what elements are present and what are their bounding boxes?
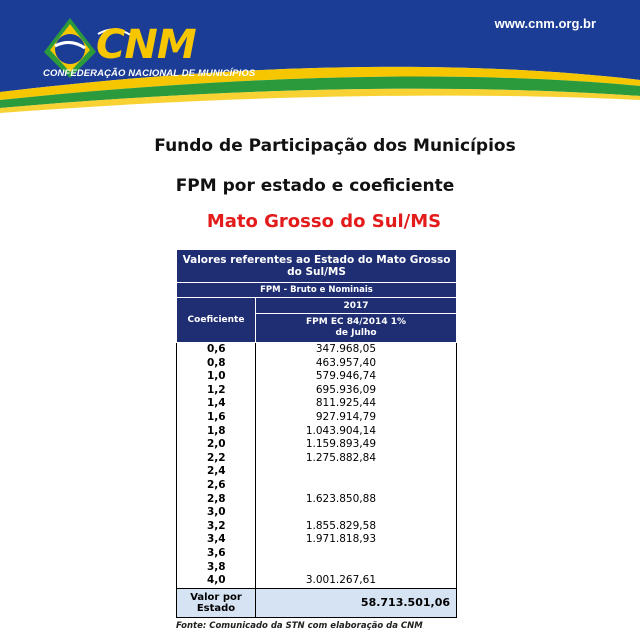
value-cell (256, 561, 457, 575)
logo-subtitle: CONFEDERAÇÃO NACIONAL DE MUNICÍPIOS (43, 68, 256, 79)
total-row (177, 588, 457, 617)
table-row (177, 411, 457, 425)
table-row (177, 547, 457, 561)
coef-cell: 2,0 (177, 438, 256, 452)
coef-cell: 3,6 (177, 547, 256, 561)
value-cell (256, 506, 457, 520)
coef-cell: 4,0 (177, 574, 256, 588)
coef-cell: 3,8 (177, 561, 256, 575)
table-row (177, 343, 457, 357)
value-cell (256, 465, 457, 479)
value-cell: 1.855.829,58 (256, 520, 457, 534)
table-row (177, 384, 457, 398)
column-header-year: 2017 (256, 298, 457, 314)
value-cell: 1.043.904,14 (256, 425, 457, 439)
coef-cell: 2,6 (177, 479, 256, 493)
page-subtitle: FPM por estado e coeficiente (175, 176, 455, 196)
table-row (177, 479, 457, 493)
table-row (177, 506, 457, 520)
coef-cell: 1,0 (177, 370, 256, 384)
table-row (177, 465, 457, 479)
column-header-value (256, 314, 457, 343)
value-cell: 1.971.818,93 (256, 533, 457, 547)
table-header-sub: FPM - Bruto e Nominais (177, 283, 457, 298)
value-cell: 3.001.267,61 (256, 574, 457, 588)
coef-cell: 1,2 (177, 384, 256, 398)
table-row (177, 561, 457, 575)
site-url-link[interactable]: www.cnm.org.br (494, 16, 596, 31)
header-banner (0, 0, 640, 115)
value-cell: 1.159.893,49 (256, 438, 457, 452)
coef-cell: 3,4 (177, 533, 256, 547)
value-cell (256, 547, 457, 561)
fpm-table (176, 249, 457, 618)
value-cell: 347.968,05 (256, 343, 457, 357)
value-cell: 1.275.882,84 (256, 452, 457, 466)
total-label-text: Valor por Estado (190, 591, 242, 614)
table-row (177, 533, 457, 547)
logo-text: CNM (96, 22, 196, 68)
state-title: Mato Grosso do Sul/MS (206, 211, 442, 232)
total-value: 58.713.501,06 (256, 588, 457, 617)
table-row (177, 452, 457, 466)
table-row (177, 397, 457, 411)
table-row (177, 438, 457, 452)
value-cell: 579.946,74 (256, 370, 457, 384)
source-note: Fonte: Comunicado da STN com elaboração da CNM (176, 621, 423, 631)
column-header-value-text: FPM EC 84/2014 1% de Julho (306, 317, 406, 338)
coef-cell: 2,4 (177, 465, 256, 479)
value-cell: 811.925,44 (256, 397, 457, 411)
coef-cell: 1,6 (177, 411, 256, 425)
coef-cell: 2,8 (177, 493, 256, 507)
page-title: Fundo de Participação dos Municípios (154, 136, 516, 156)
table-row (177, 357, 457, 371)
value-cell (256, 479, 457, 493)
table-row (177, 520, 457, 534)
table-row (177, 574, 457, 588)
column-header-coefficient: Coeficiente (177, 298, 256, 343)
coef-cell: 3,0 (177, 506, 256, 520)
table-row (177, 493, 457, 507)
coef-cell: 0,6 (177, 343, 256, 357)
table-row (177, 370, 457, 384)
coef-cell: 1,4 (177, 397, 256, 411)
value-cell: 463.957,40 (256, 357, 457, 371)
table-header-main: Valores referentes ao Estado do Mato Grosso do Sul/MS (177, 250, 457, 283)
value-cell: 695.936,09 (256, 384, 457, 398)
table-row (177, 425, 457, 439)
coef-cell: 1,8 (177, 425, 256, 439)
total-label (177, 588, 256, 617)
coef-cell: 0,8 (177, 357, 256, 371)
value-cell: 1.623.850,88 (256, 493, 457, 507)
coef-cell: 3,2 (177, 520, 256, 534)
value-cell: 927.914,79 (256, 411, 457, 425)
coef-cell: 2,2 (177, 452, 256, 466)
